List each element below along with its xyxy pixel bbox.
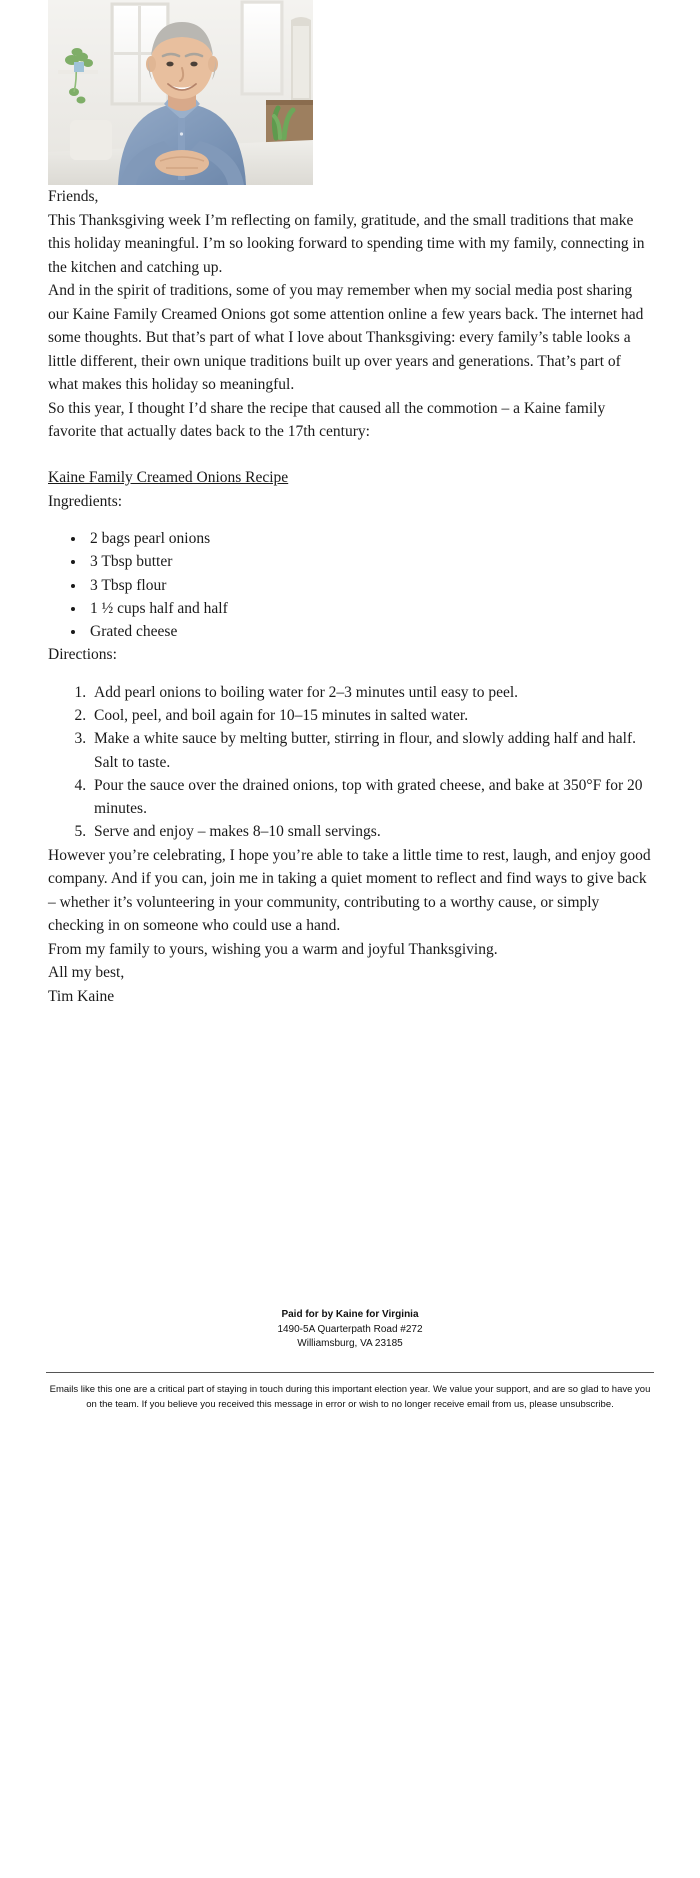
list-item: 1. Add pearl onions to boiling water for 2–3 minutes until easy to peel. bbox=[90, 681, 652, 704]
email-footer bbox=[0, 1308, 700, 1412]
candidate-photo bbox=[48, 0, 313, 185]
list-item: 4. Pour the sauce over the drained onions, top with grated cheese, and bake at 350°F for 20 minutes. bbox=[90, 774, 652, 821]
paragraph-2: And in the spirit of traditions, some of you may remember when my social media post sharing our Kaine Family Creamed Onions got some attention online a few years back. The internet had some thoughts. But that’s part of what I love about Thanksgiving: every family’s table looks a little different, their own unique traditions built up over years and generations. That’s part of what makes this holiday so meaningful. bbox=[48, 282, 644, 394]
ingredients-list bbox=[48, 527, 652, 643]
directions-label: Directions: bbox=[48, 646, 117, 664]
paid-for-block bbox=[0, 1308, 700, 1352]
list-item: 2. Cool, peel, and boil again for 10–15 minutes in salted water. bbox=[90, 704, 652, 727]
recipe-title: Kaine Family Creamed Onions Recipe bbox=[48, 469, 289, 487]
closing-paragraph-2: From my family to yours, wishing you a warm and joyful Thanksgiving. bbox=[48, 940, 498, 958]
list-item: 5. Serve and enjoy – makes 8–10 small servings. bbox=[90, 820, 652, 843]
signature-block bbox=[48, 961, 652, 1008]
footer-disclaimer: Emails like this one are a critical part of staying in touch during this important election year. We value your support, and are so glad to have you on the team. If you believe you received this message in error or wish to no longer receive email from us, please unsubscribe. bbox=[49, 1383, 651, 1410]
signature-name: Tim Kaine bbox=[48, 987, 115, 1005]
list-item: • 2 bags pearl onions bbox=[86, 527, 652, 550]
list-item: • 3 Tbsp butter bbox=[86, 550, 652, 573]
address-line-1: 1490-5A Quarterpath Road #272 bbox=[277, 1323, 423, 1335]
ingredients-label: Ingredients: bbox=[48, 492, 123, 510]
salutation: Friends, bbox=[48, 188, 99, 205]
list-item: 3. Make a white sauce by melting butter, stirring in flour, and slowly adding half and half. Salt to taste. bbox=[90, 727, 652, 774]
directions-list bbox=[48, 681, 652, 844]
paragraph-3: So this year, I thought I’d share the recipe that caused all the commotion – a Kaine family favorite that actually dates back to the 17th century: bbox=[48, 399, 606, 441]
list-item: • Grated cheese bbox=[86, 620, 652, 643]
hero-image-block bbox=[0, 0, 700, 185]
letter-content bbox=[0, 185, 700, 1008]
paragraph-1: This Thanksgiving week I’m reflecting on family, gratitude, and the small traditions that make this holiday meaningful. I’m so looking forward to spending time with my family, connecting in the kitchen and catching up. bbox=[48, 211, 645, 276]
list-item: • 1 ½ cups half and half bbox=[86, 597, 652, 620]
recipe-section bbox=[48, 444, 652, 844]
signature-closing: All my best, bbox=[48, 964, 125, 982]
footer-spacer bbox=[0, 1008, 700, 1308]
closing-paragraph-1: However you’re celebrating, I hope you’re able to take a little time to rest, laugh, and enjoy good company. And if you can, join me in taking a quiet moment to reflect and find ways to give back – whether it’s volunteering in your community, contributing to a worthy cause, or simply checking in on someone who could use a hand. bbox=[48, 846, 651, 935]
list-item: • 3 Tbsp flour bbox=[86, 574, 652, 597]
paid-for-line: Paid for by Kaine for Virginia bbox=[281, 1309, 419, 1321]
address-line-2: Williamsburg, VA 23185 bbox=[297, 1338, 403, 1350]
